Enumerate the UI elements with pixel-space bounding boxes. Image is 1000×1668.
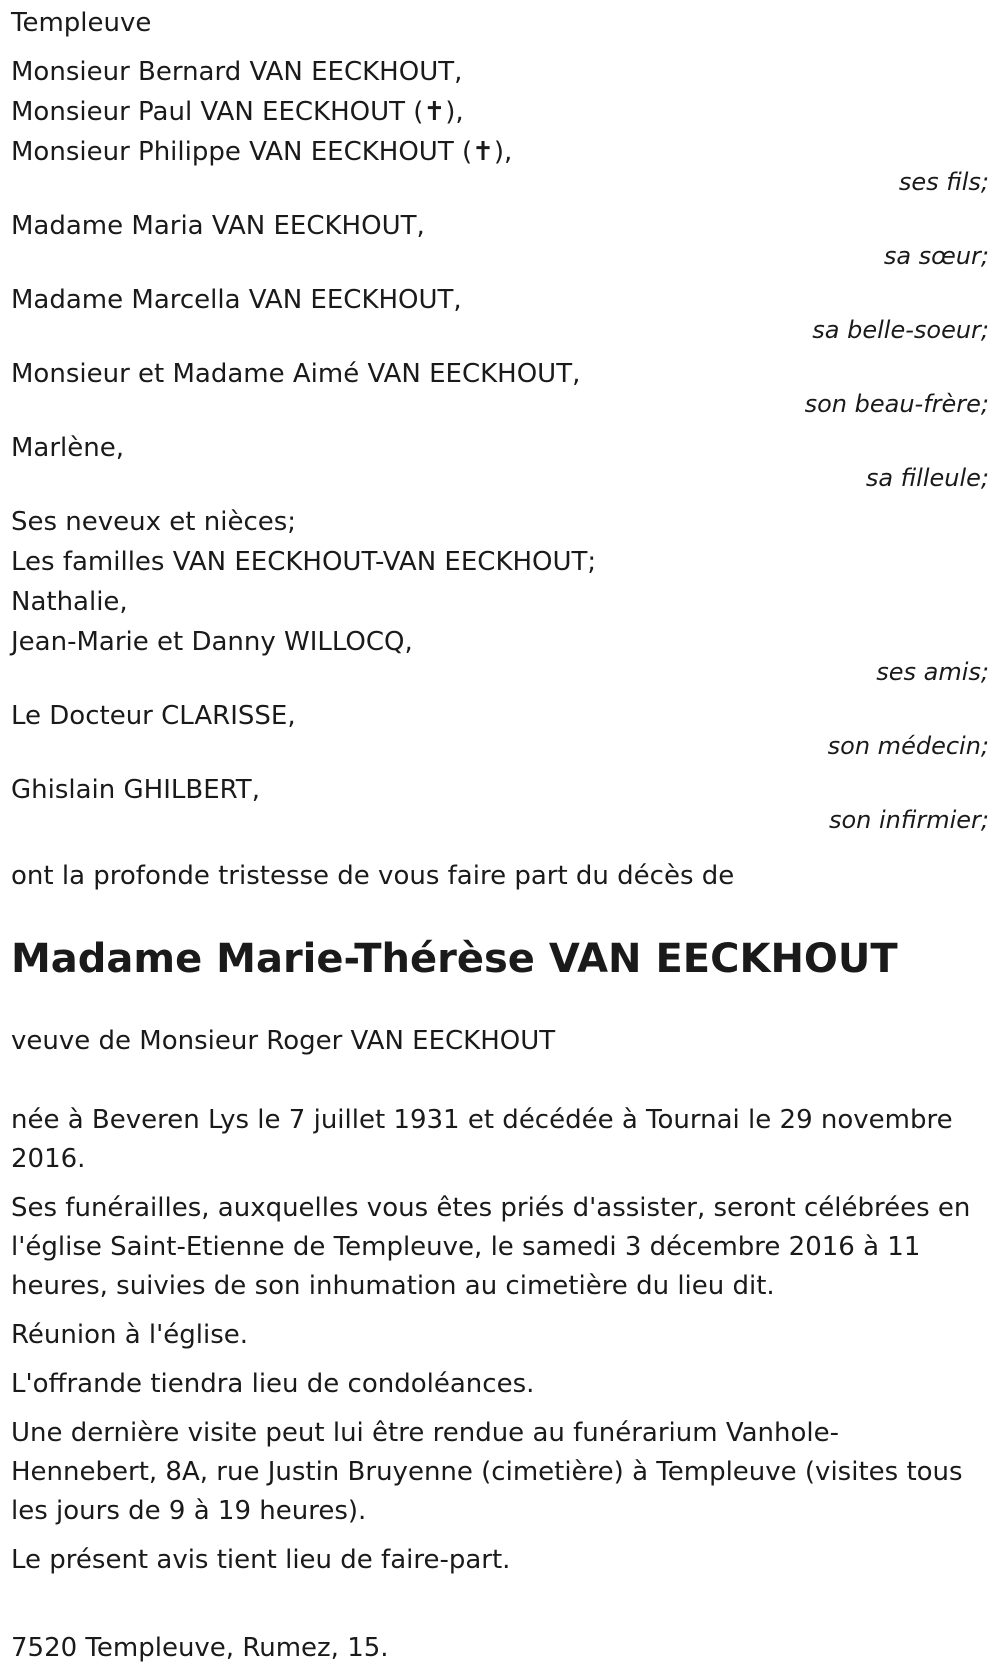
friends-group xyxy=(11,502,989,686)
relation-sister-in-law: sa belle-soeur; xyxy=(812,316,989,344)
son-paul: Monsieur Paul VAN EECKHOUT (✝), xyxy=(11,97,464,127)
city-heading: Templeuve xyxy=(11,8,152,38)
relation-sons: ses fils; xyxy=(898,168,989,196)
announcement-intro: ont la profonde tristesse de vous faire part du décès de xyxy=(11,861,735,891)
nurse-name: Ghislain GHILBERT, xyxy=(11,775,260,805)
widow-of: veuve de Monsieur Roger VAN EECKHOUT xyxy=(11,1026,556,1056)
relation-doctor: son médecin; xyxy=(827,732,989,760)
nephews-nieces: Ses neveux et nièces; xyxy=(11,507,297,537)
birth-death-info: née à Beveren Lys le 7 juillet 1931 et décédée à Tournai le 29 novembre 2016. xyxy=(11,1105,953,1174)
friend-nathalie: Nathalie, xyxy=(11,587,128,617)
brother-in-law-name: Monsieur et Madame Aimé VAN EECKHOUT, xyxy=(11,359,581,389)
death-notice xyxy=(11,0,989,1668)
deceased-name: Madame Marie-Thérèse VAN EECKHOUT xyxy=(11,936,898,982)
goddaughter-group xyxy=(11,428,989,492)
meeting-info: Réunion à l'église. xyxy=(11,1320,249,1350)
sister-in-law-group xyxy=(11,280,989,344)
relation-nurse: son infirmier; xyxy=(828,806,989,834)
relation-sister: sa sœur; xyxy=(883,242,989,270)
funeral-info: Ses funérailles, auxquelles vous êtes priés d'assister, seront célébrées en l'église Saint-Etienne de Templeuve, le samedi 3 décembre 2016 à 11 heures, suivies de son inhumation au cimetière du lieu dit. xyxy=(11,1193,971,1301)
relation-friends: ses amis; xyxy=(876,658,989,686)
friends-willocq: Jean-Marie et Danny WILLOCQ, xyxy=(11,627,413,657)
relation-goddaughter: sa filleule; xyxy=(865,464,989,492)
family-address: 7520 Templeuve, Rumez, 15. xyxy=(11,1633,389,1663)
sister-group xyxy=(11,206,989,270)
sister-name: Madame Maria VAN EECKHOUT, xyxy=(11,211,425,241)
brother-in-law-group xyxy=(11,354,989,418)
relation-brother-in-law: son beau-frère; xyxy=(804,390,989,418)
son-bernard: Monsieur Bernard VAN EECKHOUT, xyxy=(11,57,463,87)
families: Les familles VAN EECKHOUT-VAN EECKHOUT; xyxy=(11,547,597,577)
son-philippe: Monsieur Philippe VAN EECKHOUT (✝), xyxy=(11,137,513,167)
doctor-name: Le Docteur CLARISSE, xyxy=(11,701,296,731)
sons-group xyxy=(11,52,989,196)
notice-info: Le présent avis tient lieu de faire-part. xyxy=(11,1545,511,1575)
last-visit-info: Une dernière visite peut lui être rendue au funérarium Vanhole-Hennebert, 8A, rue Justin Bruyenne (cimetière) à Templeuve (visites tous les jours de 9 à 19 heures). xyxy=(11,1418,963,1526)
sister-in-law-name: Madame Marcella VAN EECKHOUT, xyxy=(11,285,462,315)
doctor-group xyxy=(11,696,989,760)
offering-info: L'offrande tiendra lieu de condoléances. xyxy=(11,1369,535,1399)
goddaughter-name: Marlène, xyxy=(11,433,125,463)
nurse-group xyxy=(11,770,989,834)
